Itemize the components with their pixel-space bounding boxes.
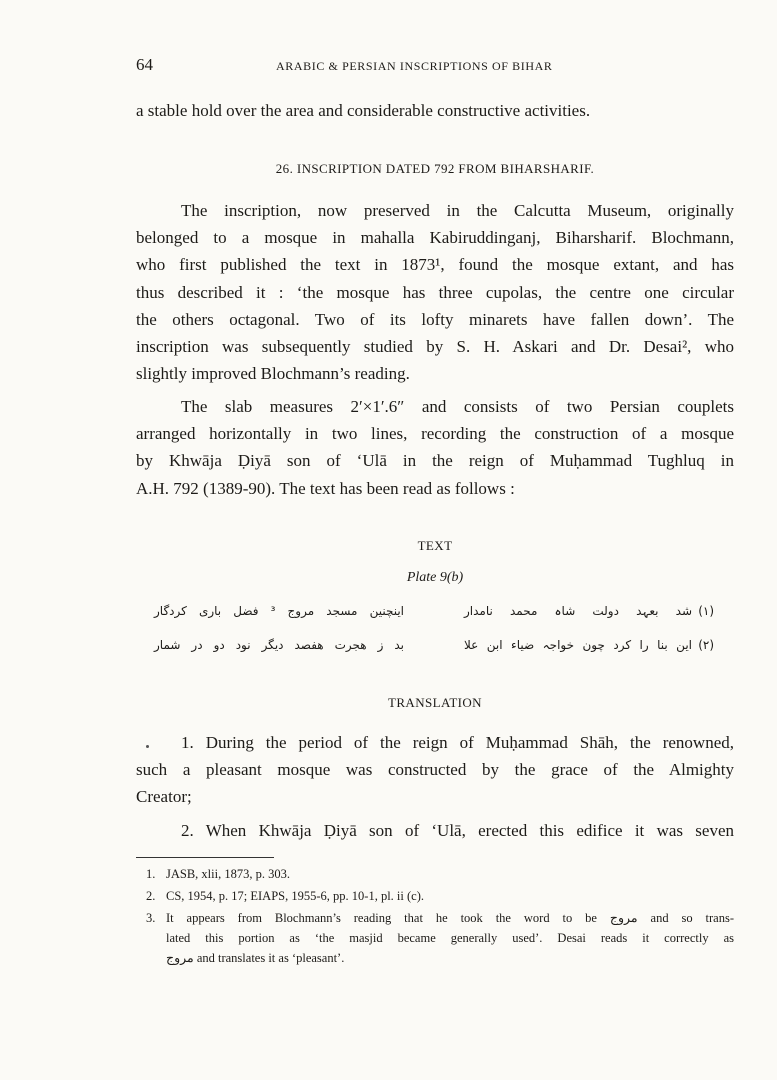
paragraph-1: [136, 197, 734, 387]
verse-half-first: این بنا را کرد چون خواجہ ضیاء ابن علا: [464, 638, 692, 652]
text-line: arranged horizontally in two lines, recording the construction of a mosque: [136, 424, 734, 444]
text-line: 1. During the period of the reign of Muḥammad Shāh, the renowned,: [181, 733, 734, 752]
text-line: by Khwāja Ḍiyā son of ‘Ulā in the reign of Muḥammad Tughluq in: [136, 451, 734, 471]
footnote-rule: [136, 857, 274, 858]
text-line: who first published the text in 1873¹, found the mosque extant, and has: [136, 255, 734, 275]
arabic-verse-2: [154, 638, 714, 660]
translation-heading: TRANSLATION: [388, 695, 482, 710]
running-title: ARABIC & PERSIAN INSCRIPTIONS OF BIHAR: [276, 59, 553, 73]
footnote-text: lated this portion as ‘the masjid became generally used’. Desai reads it correctly as: [166, 931, 734, 945]
verse-half-first: شد بعہد دولت شاہ محمد نامدار: [464, 604, 692, 618]
text-line: A.H. 792 (1389-90). The text has been read as follows :: [136, 478, 515, 498]
verse-half-second: اینچنین مسجد مروج ³ فضل باری کردگار: [154, 604, 404, 618]
verse-number: (۲): [698, 638, 714, 652]
verse-number: (۱): [698, 604, 714, 618]
running-head: [136, 55, 736, 77]
opening-line: a stable hold over the area and considerable constructive activities.: [136, 101, 591, 120]
text-line: slightly improved Blochmann’s reading.: [136, 364, 410, 384]
plate-label: Plate 9(b): [406, 570, 464, 585]
arabic-verse-1: [154, 604, 714, 626]
page-number: 64: [136, 55, 153, 74]
text-line: The inscription, now preserved in the Calcutta Museum, originally: [181, 201, 734, 220]
footnote-text: CS, 1954, p. 17; EIAPS, 1955-6, pp. 10-1, pl. ii (c).: [166, 889, 424, 903]
footnote-text: JASB, xlii, 1873, p. 303.: [166, 867, 290, 881]
text-line: such a pleasant mosque was constructed by the grace of the Almighty: [136, 760, 734, 780]
translation-2: [136, 817, 734, 844]
translation-1: [136, 729, 734, 811]
footnote-text: مروج and translates it as ‘pleasant’.: [166, 951, 345, 965]
footnote-number: 3.: [146, 911, 156, 925]
text-line: 2. When Khwāja Ḍiyā son of ‘Ulā, erected this edifice it was seven: [181, 821, 734, 840]
paragraph-2: [136, 393, 734, 502]
text-line: The slab measures 2′×1′.6″ and consists of two Persian couplets: [181, 397, 734, 416]
text-line: inscription was subsequently studied by S. H. Askari and Dr. Desai², who: [136, 337, 734, 357]
verse-half-second: بد ز هجرت هفصد دیگر نود دو در شمار: [154, 638, 404, 652]
text-line: thus described it : ‘the mosque has three cupolas, the centre one circular: [136, 282, 734, 302]
footnote-text: It appears from Blochmann’s reading that he took the word to be مروج and so trans-: [166, 911, 734, 925]
text-line: Creator;: [136, 787, 192, 807]
footnote-number: 1.: [146, 867, 156, 881]
footnote-number: 2.: [146, 889, 156, 903]
text-line: belonged to a mosque in mahalla Kabiruddinganj, Biharsharif. Blochmann,: [136, 228, 734, 248]
section-heading: 26. INSCRIPTION DATED 792 FROM BIHARSHARIF.: [275, 161, 595, 176]
text-line: the others octagonal. Two of its lofty minarets have fallen down’. The: [136, 309, 734, 329]
text-heading: TEXT: [417, 538, 453, 553]
